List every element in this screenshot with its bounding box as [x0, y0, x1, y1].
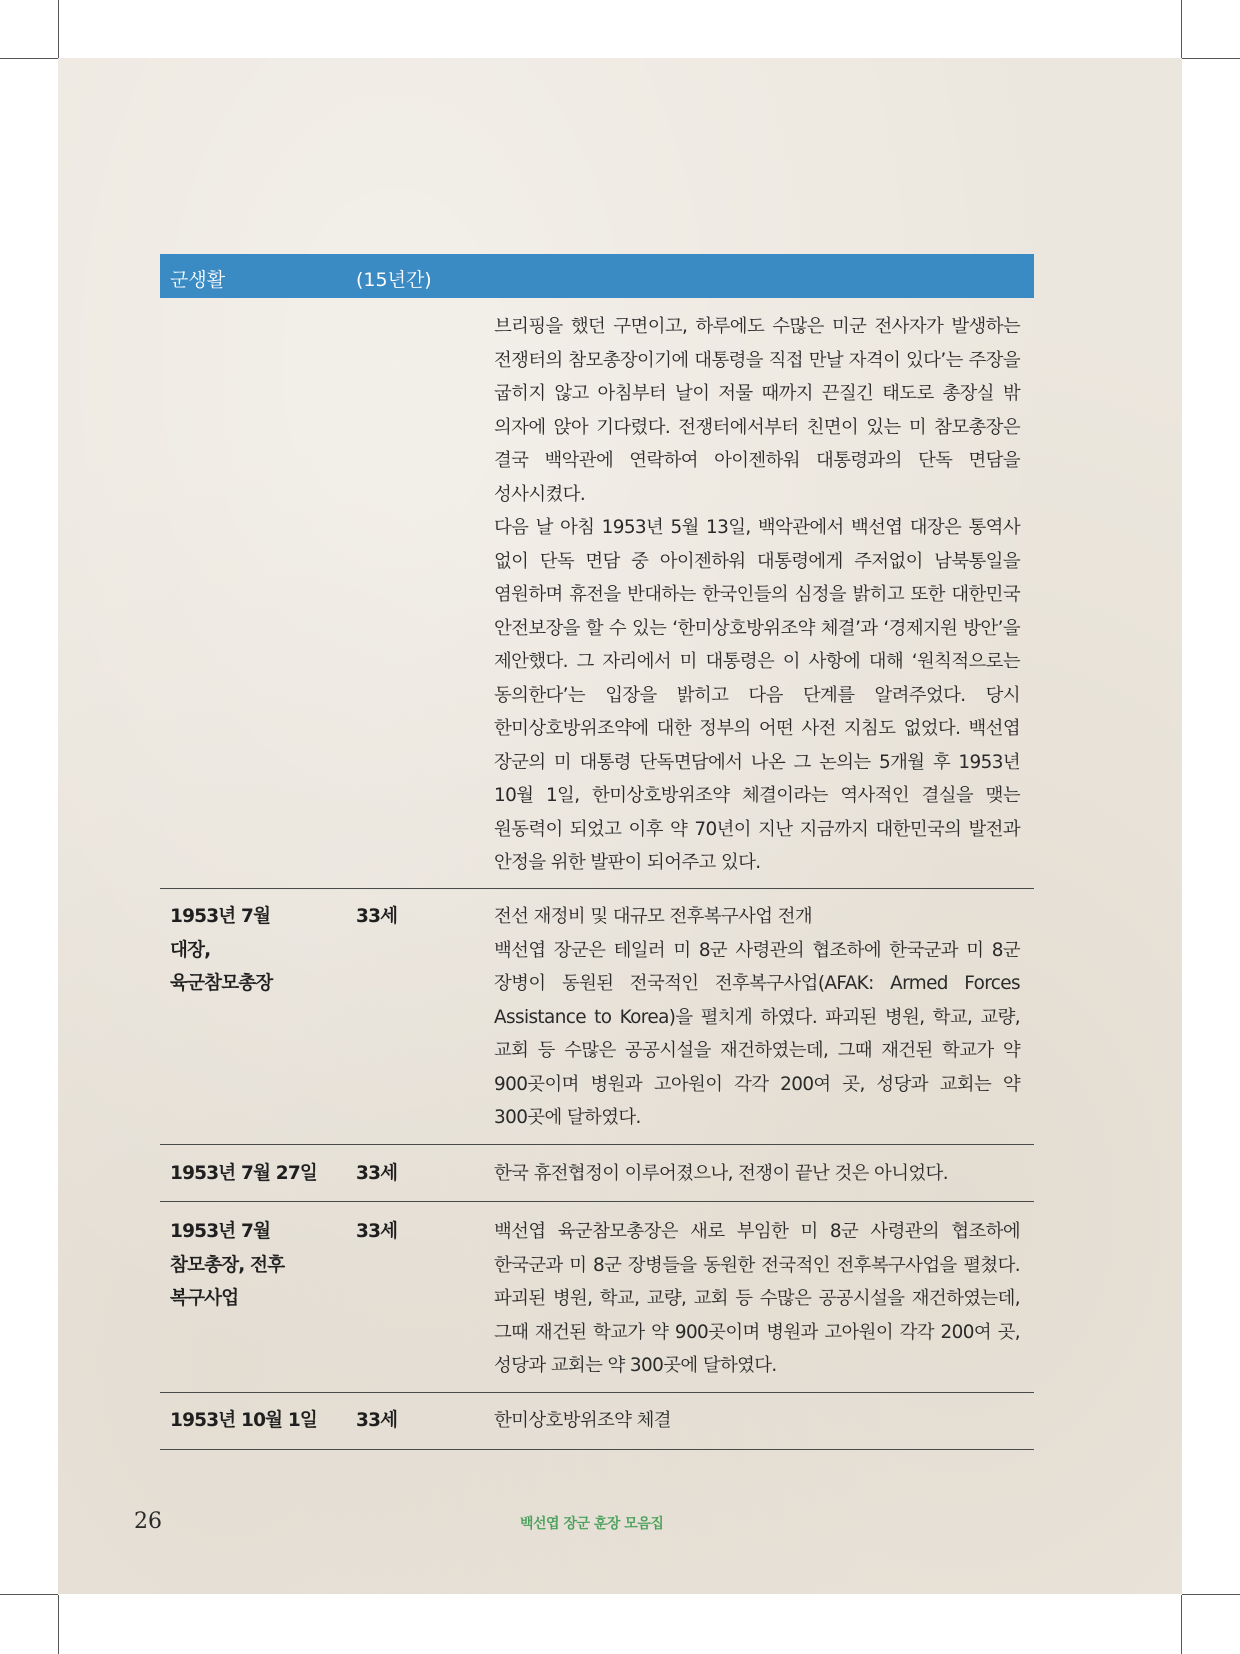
- row-divider: [160, 1144, 1034, 1145]
- row-description: 한미상호방위조약 체결: [494, 1410, 671, 1431]
- crop-mark: [58, 0, 59, 58]
- row-date: 1953년 7월 대장, 육군참모총장: [170, 906, 273, 994]
- row-date: 1953년 7월 27일: [170, 1163, 318, 1184]
- row-age: 33세: [356, 1221, 398, 1242]
- row-divider: [160, 1201, 1034, 1202]
- crop-mark: [1181, 0, 1182, 58]
- page-number: 26: [134, 1509, 162, 1534]
- crop-mark: [0, 1594, 58, 1595]
- header-category: 군생활: [170, 269, 226, 291]
- crop-mark: [58, 1595, 59, 1654]
- intro-paragraph: 브리핑을 했던 구면이고, 하루에도 수많은 미군 전사자가 발생하는 전쟁터의 참모총장이기에 대통령을 직접 만날 자격이 있다’는 주장을 굽히지 않고 아침부터 날이 저물 때까지 끈질긴 태도로 총장실 밖 의자에 앉아 기다렸다. 전쟁터에서부터 친면이 있는 미 참모총장은 결국 백악관에 연락하여 아이젠하워 대통령과의 단독 면담을 성사시켰다. 다음 날 아침 1953년 5월 13일, 백악관에서 백선엽 대장은 통역사 없이 단독 면담 중 아이젠하워 대통령에게 주저없이 남북통일을 염원하며 휴전을 반대하는 한국인들의 심정을 밝히고 또한 대한민국 안전보장을 할 수 있는 ‘한미상호방위조약 체결’과 ‘경제지원 방안’을 제안했다. 그 자리에서 미 대통령은 이 사항에 대해 ‘원칙적으로는 동의한다’는 입장을 밝히고 다음 단계를 알려주었다. 당시 한미상호방위조약에 대한 정부의 어떤 사전 지침도 없었다. 백선엽 장군의 미 대통령 단독면담에서 나온 그 논의는 5개월 후 1953년 10월 1일, 한미상호방위조약 체결이라는 역사적인 결실을 맺는 원동력이 되었고 이후 약 70년이 지난 지금까지 대한민국의 발전과 안정을 위한 발판이 되어주고 있다.: [494, 316, 1020, 873]
- row-description: 한국 휴전협정이 이루어졌으나, 전쟁이 끝난 것은 아니었다.: [494, 1163, 948, 1184]
- crop-mark: [1182, 1594, 1240, 1595]
- book-title: 백선엽 장군 훈장 모음집: [520, 1516, 664, 1532]
- row-description: 백선엽 육군참모총장은 새로 부임한 미 8군 사령관의 협조하에 한국군과 미 8군 장병들을 동원한 전국적인 전후복구사업을 펼쳤다. 파괴된 병원, 학교, 교량, 교회 등 수많은 공공시설을 재건하였는데, 그때 재건된 학교가 약 900곳이며 병원과 고아원이 각각 200여 곳, 성당과 교회는 약 300곳에 달하였다.: [494, 1221, 1020, 1376]
- crop-mark: [1181, 1595, 1182, 1654]
- crop-mark: [1182, 58, 1240, 59]
- table-header: [160, 254, 1034, 298]
- row-date: 1953년 10월 1일: [170, 1410, 318, 1431]
- row-age: 33세: [356, 906, 398, 927]
- row-description: 전선 재정비 및 대규모 전후복구사업 전개 백선엽 장군은 테일러 미 8군 사령관의 협조하에 한국군과 미 8군 장병이 동원된 전국적인 전후복구사업(AFAK: Armed Forces Assistance to Korea)을 펼치게 하였다. 파괴된 병원, 학교, 교량, 교회 등 수많은 공공시설을 재건하였는데, 그때 재건된 학교가 약 900곳이며 병원과 고아원이 각각 200여 곳, 성당과 교회는 약 300곳에 달하였다.: [494, 906, 1020, 1128]
- row-age: 33세: [356, 1410, 398, 1431]
- row-date: 1953년 7월 참모총장, 전후 복구사업: [170, 1221, 285, 1309]
- row-divider: [160, 1392, 1034, 1393]
- row-age: 33세: [356, 1163, 398, 1184]
- row-divider: [160, 888, 1034, 889]
- header-duration: (15년간): [356, 269, 432, 291]
- crop-mark: [0, 58, 58, 59]
- row-divider: [160, 1449, 1034, 1450]
